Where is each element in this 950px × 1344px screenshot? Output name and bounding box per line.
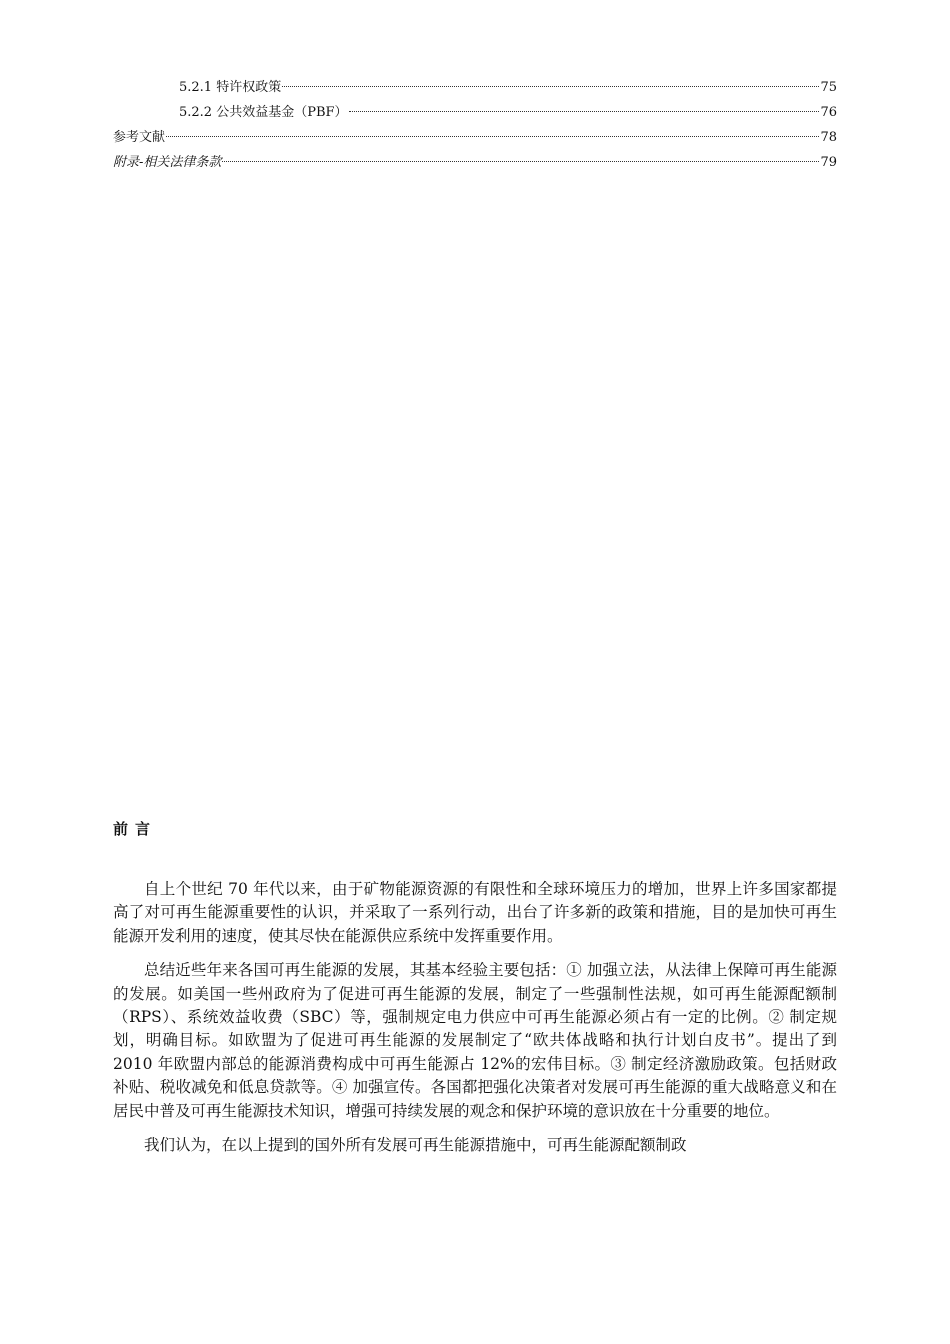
preface-paragraph: 我们认为，在以上提到的国外所有发展可再生能源措施中，可再生能源配额制政 <box>144 1136 687 1155</box>
toc-entry-title: 附录-相关法律条款 <box>113 155 222 170</box>
toc-entry-title: 参考文献 <box>113 130 166 145</box>
preface-paragraph: 自上个世纪 70 年代以来，由于矿物能源资源的有限性和全球环境压力的增加，世界上许多国家都提高了对可再生能源重要性的认识，并采取了一系列行动，出台了许多新的政策和措施，目的是加快可再生能源开发利用的速度，使其尽快在能源供应系统中发挥重要作用。 <box>113 880 837 945</box>
table-of-contents <box>113 78 837 178</box>
toc-entry-references[interactable] <box>113 128 837 153</box>
toc-entry-5-2-2[interactable] <box>113 103 837 128</box>
toc-entry-appendix[interactable] <box>113 153 837 178</box>
toc-entry-title: 5.2.1 特许权政策 <box>179 80 282 95</box>
toc-entry-page: 75 <box>820 80 837 95</box>
toc-leader-dots <box>349 111 820 112</box>
toc-leader-dots <box>222 161 819 162</box>
toc-entry-page: 79 <box>820 155 837 170</box>
toc-entry-page: 78 <box>820 130 837 145</box>
toc-leader-dots <box>282 86 819 87</box>
toc-entry-title: 5.2.2 公共效益基金（PBF） <box>179 105 348 120</box>
preface-heading: 前言 <box>113 820 158 838</box>
toc-entry-page: 76 <box>820 105 837 120</box>
toc-entry-5-2-1[interactable] <box>113 78 837 103</box>
preface-body <box>113 878 837 1168</box>
preface-paragraph: 总结近些年来各国可再生能源的发展，其基本经验主要包括：➀ 加强立法，从法律上保障可再生能源的发展。如美国一些州政府为了促进可再生能源的发展，制定了一些强制性法规，如可再生能源配额制（RPS）、系统效益收费（SBC）等，强制规定电力供应中可再生能源必须占有一定的比例。➁ 制定规划，明确目标。如欧盟为了促进可再生能源的发展制定了“欧共体战略和执行计划白皮书”。提出了到 2010 年欧盟内部总的能源消费构成中可再生能源占 12%的宏伟目标。➂ 制定经济激励政策。包括财政补贴、税收减免和低息贷款等。➃ 加强宣传。各国都把强化决策者对发展可再生能源的重大战略意义和在居民中普及可再生能源技术知识，增强可持续发展的观念和保护环境的意识放在十分重要的地位。 <box>113 961 837 1120</box>
toc-leader-dots <box>166 136 819 137</box>
